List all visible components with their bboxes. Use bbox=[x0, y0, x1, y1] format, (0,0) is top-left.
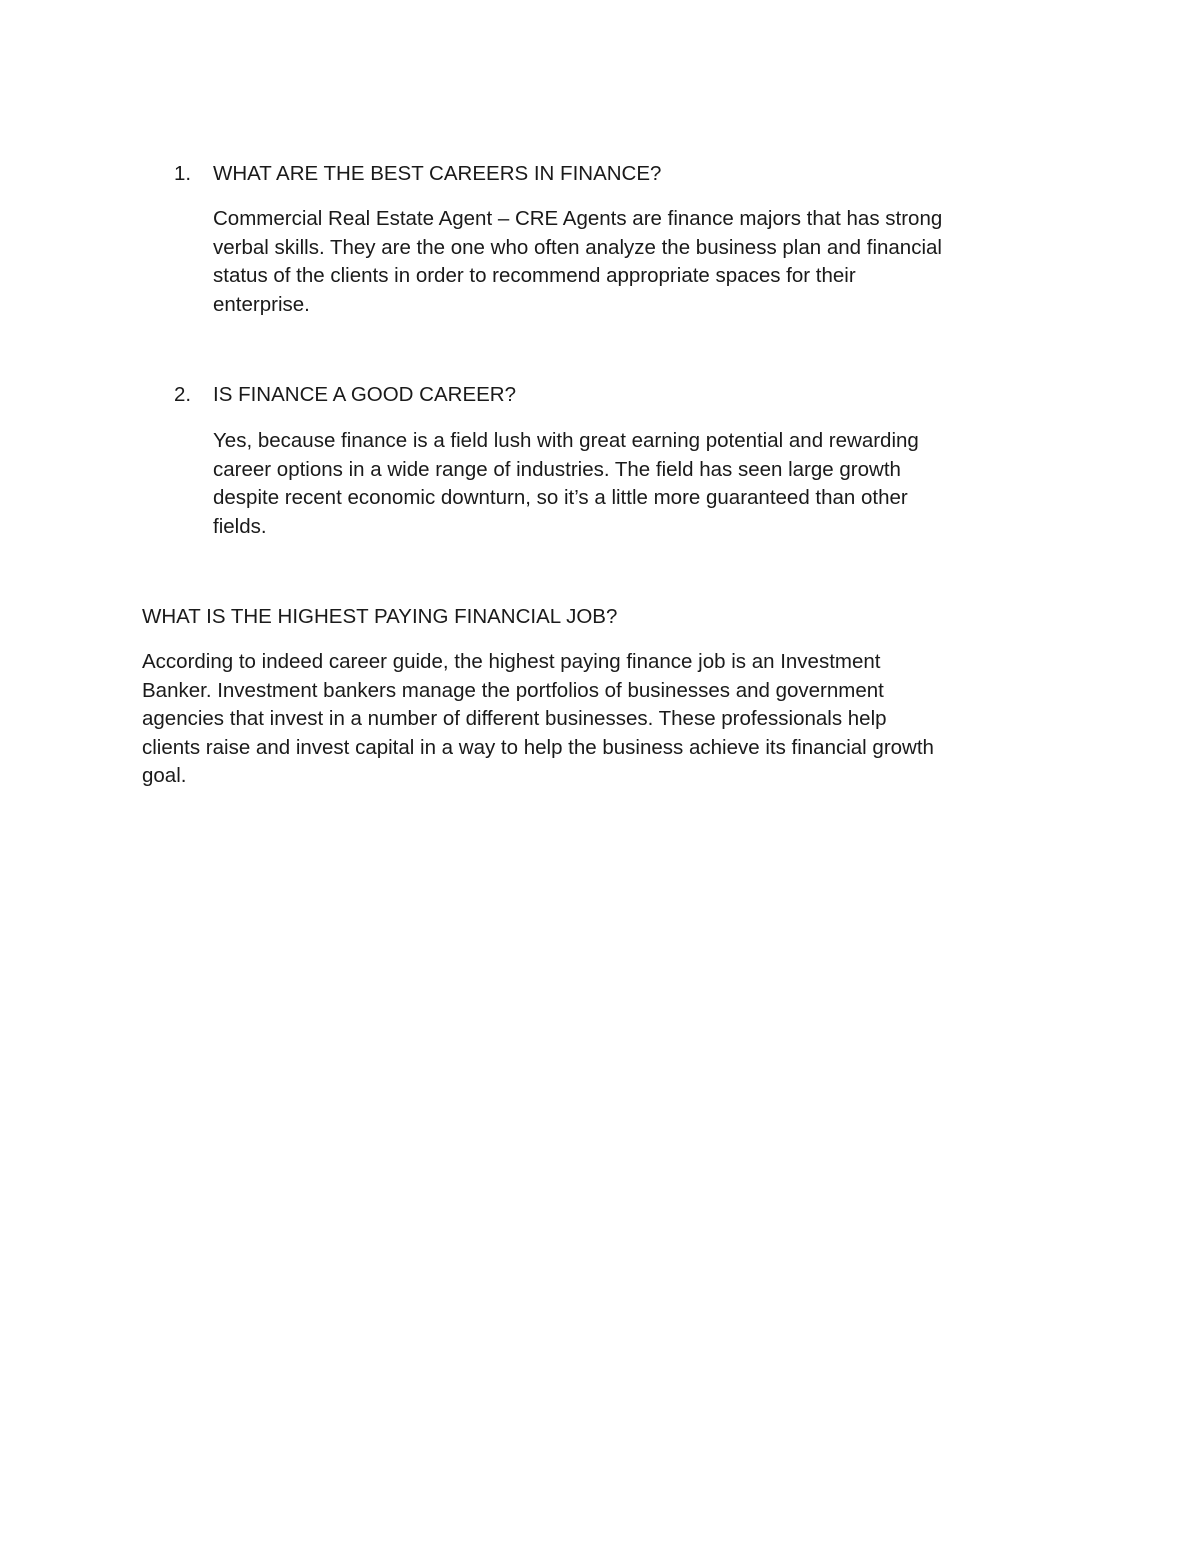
paragraph-line: goal. bbox=[142, 764, 187, 788]
paragraph-line: Banker. Investment bankers manage the portfolios of businesses and government bbox=[142, 678, 884, 702]
list-item-number: 2. bbox=[174, 383, 192, 406]
section-heading: WHAT IS THE HIGHEST PAYING FINANCIAL JOB? bbox=[142, 605, 618, 628]
paragraph-line: enterprise. bbox=[213, 292, 310, 316]
paragraph-line: verbal skills. They are the one who often analyze the business plan and financial bbox=[213, 235, 942, 259]
paragraph-line: despite recent economic downturn, so it’s a little more guaranteed than other bbox=[213, 486, 908, 510]
paragraph-line: Commercial Real Estate Agent – CRE Agents are finance majors that has strong bbox=[213, 207, 943, 230]
paragraph-line: agencies that invest in a number of different businesses. These professionals help bbox=[142, 707, 887, 731]
question-heading: WHAT ARE THE BEST CAREERS IN FINANCE? bbox=[213, 162, 662, 185]
question-heading: IS FINANCE A GOOD CAREER? bbox=[213, 383, 517, 406]
section-paragraph bbox=[142, 648, 934, 791]
answer-paragraph bbox=[213, 427, 919, 541]
paragraph-line: career options in a wide range of industries. The field has seen large growth bbox=[213, 457, 901, 481]
answer-paragraph bbox=[213, 205, 942, 319]
paragraph-line: status of the clients in order to recommend appropriate spaces for their bbox=[213, 264, 856, 288]
list-item-number: 1. bbox=[174, 162, 192, 185]
paragraph-line: clients raise and invest capital in a way to help the business achieve its financial growth bbox=[142, 735, 934, 759]
paragraph-line: Yes, because finance is a field lush with great earning potential and rewarding bbox=[213, 429, 919, 452]
paragraph-line: fields. bbox=[213, 514, 267, 538]
paragraph-line: According to indeed career guide, the highest paying finance job is an Investment bbox=[142, 650, 881, 673]
